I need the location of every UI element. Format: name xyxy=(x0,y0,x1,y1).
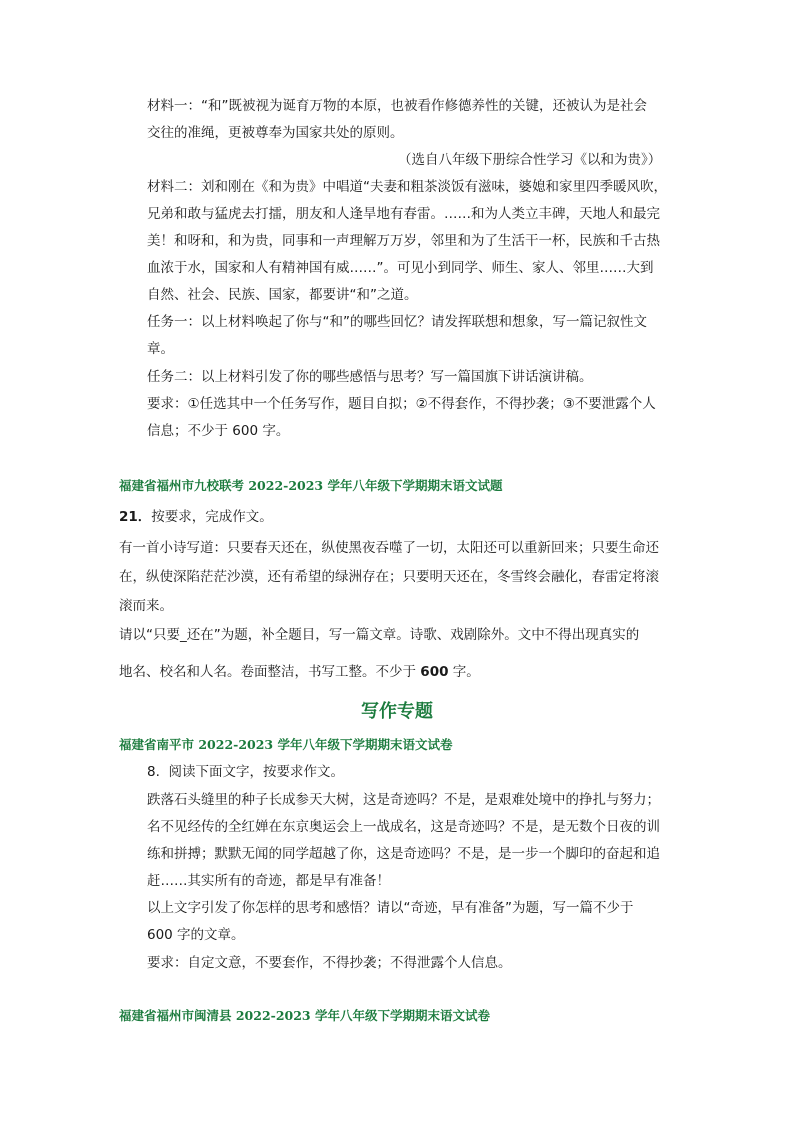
requirement-line-1: 要求：①任选其中一个任务写作，题目自拟；②不得套作，不得抄袭；③不要泄露个人 xyxy=(147,396,656,412)
source-title-fuzhou-nine-schools: 福建省福州市九校联考 2022-2023 学年八年级下学期期末语文试题 xyxy=(119,478,503,493)
material-line-6: 美！和呀和，和为贵，同事和一声理解万万岁，邻里和为了生活干一杯，民族和千古热 xyxy=(147,233,660,249)
source-title-minqing: 福建省福州市闽清县 2022-2023 学年八年级下学期期末语文试卷 xyxy=(119,1008,490,1023)
material-line-2: 交往的准绳，更被尊奉为国家共处的原则。 xyxy=(147,125,404,141)
question-21-line-2: 在，纵使深陷茫茫沙漠，还有希望的绿洲存在；只要明天还在，冬雪终会融化，春雷定将滚 xyxy=(119,569,659,585)
material-line-5: 兄弟和敢与猛虎去打擂，朋友和人逢旱地有春雷。……和为人类立丰碑，天地人和最完 xyxy=(147,206,660,222)
question-21-word-count: 600 xyxy=(420,664,449,680)
section-heading-writing: 写作专题 xyxy=(361,701,433,722)
question-8-line-6: 600 字的文章。 xyxy=(147,927,245,943)
source-title-nanping: 福建省南平市 2022-2023 学年八年级下学期期末语文试卷 xyxy=(119,737,453,752)
task-one-line-2: 章。 xyxy=(147,341,174,357)
task-two-line: 任务二：以上材料引发了你的哪些感悟与思考？写一篇国旗下讲话演讲稿。 xyxy=(147,369,593,385)
question-21-line-3: 滚而来。 xyxy=(119,598,173,614)
question-8-line-2: 名不见经传的全红婵在东京奥运会上一战成名，这是奇迹吗？不是，是无数个日夜的训 xyxy=(147,819,660,835)
question-8-number: 8. xyxy=(147,764,160,780)
question-8-line-1: 跌落石头缝里的种子长成参天大树，这是奇迹吗？不是，是艰难处境中的挣扎与努力； xyxy=(147,792,660,808)
question-8-requirement: 要求：自定文意，不要套作，不得抄袭；不得泄露个人信息。 xyxy=(147,955,512,971)
material-line-1: 材料一：“和”既被视为诞育万物的本原，也被看作修德养性的关键，还被认为是社会 xyxy=(147,98,647,114)
task-one-line-1: 任务一：以上材料唤起了你与“和”的哪些回忆？请发挥联想和想象，写一篇记叙性文 xyxy=(147,314,647,330)
question-21-line-5-prefix: 地名、校名和人名。卷面整洁，书写工整。不少于 xyxy=(119,664,421,680)
question-21-line-5-suffix: 字。 xyxy=(448,664,480,680)
question-8-line-4: 赶……其实所有的奇迹，都是早有准备！ xyxy=(147,873,390,889)
material-line-8: 自然、社会、民族、国家，都要讲“和”之道。 xyxy=(147,287,418,303)
question-8-header xyxy=(147,762,344,782)
requirement-line-2: 信息；不少于 600 字。 xyxy=(147,423,290,439)
question-21-prompt: 按要求，完成作文。 xyxy=(151,509,273,525)
material-line-4: 材料二：刘和刚在《和为贵》中唱道“夫妻和粗茶淡饭有滋味，婆媳和家里四季暖风吹， xyxy=(147,179,667,195)
material-line-7: 血浓于水，国家和人有精神国有威……”。可见小到同学、师生、家人、邻里……大到 xyxy=(147,260,654,276)
material-citation: （选自八年级下册综合性学习《以和为贵》） xyxy=(398,152,662,168)
question-21-line-1: 有一首小诗写道：只要春天还在，纵使黑夜吞噬了一切，太阳还可以重新回来；只要生命还 xyxy=(119,540,659,556)
question-8-prompt: 阅读下面文字，按要求作文。 xyxy=(168,764,344,780)
question-21-line-5 xyxy=(119,662,480,682)
question-21-number: 21． xyxy=(119,509,152,525)
question-21-line-4: 请以“只要_还在”为题，补全题目，写一篇文章。诗歌、戏剧除外。文中不得出现真实的 xyxy=(119,627,640,643)
question-8-line-5: 以上文字引发了你怎样的思考和感悟？请以“奇迹，早有准备”为题，写一篇不少于 xyxy=(147,900,634,916)
question-21-header xyxy=(119,507,273,527)
question-8-line-3: 练和拼搏；默默无闻的同学超越了你，这是奇迹吗？不是，是一步一个脚印的奋起和追 xyxy=(147,846,660,862)
